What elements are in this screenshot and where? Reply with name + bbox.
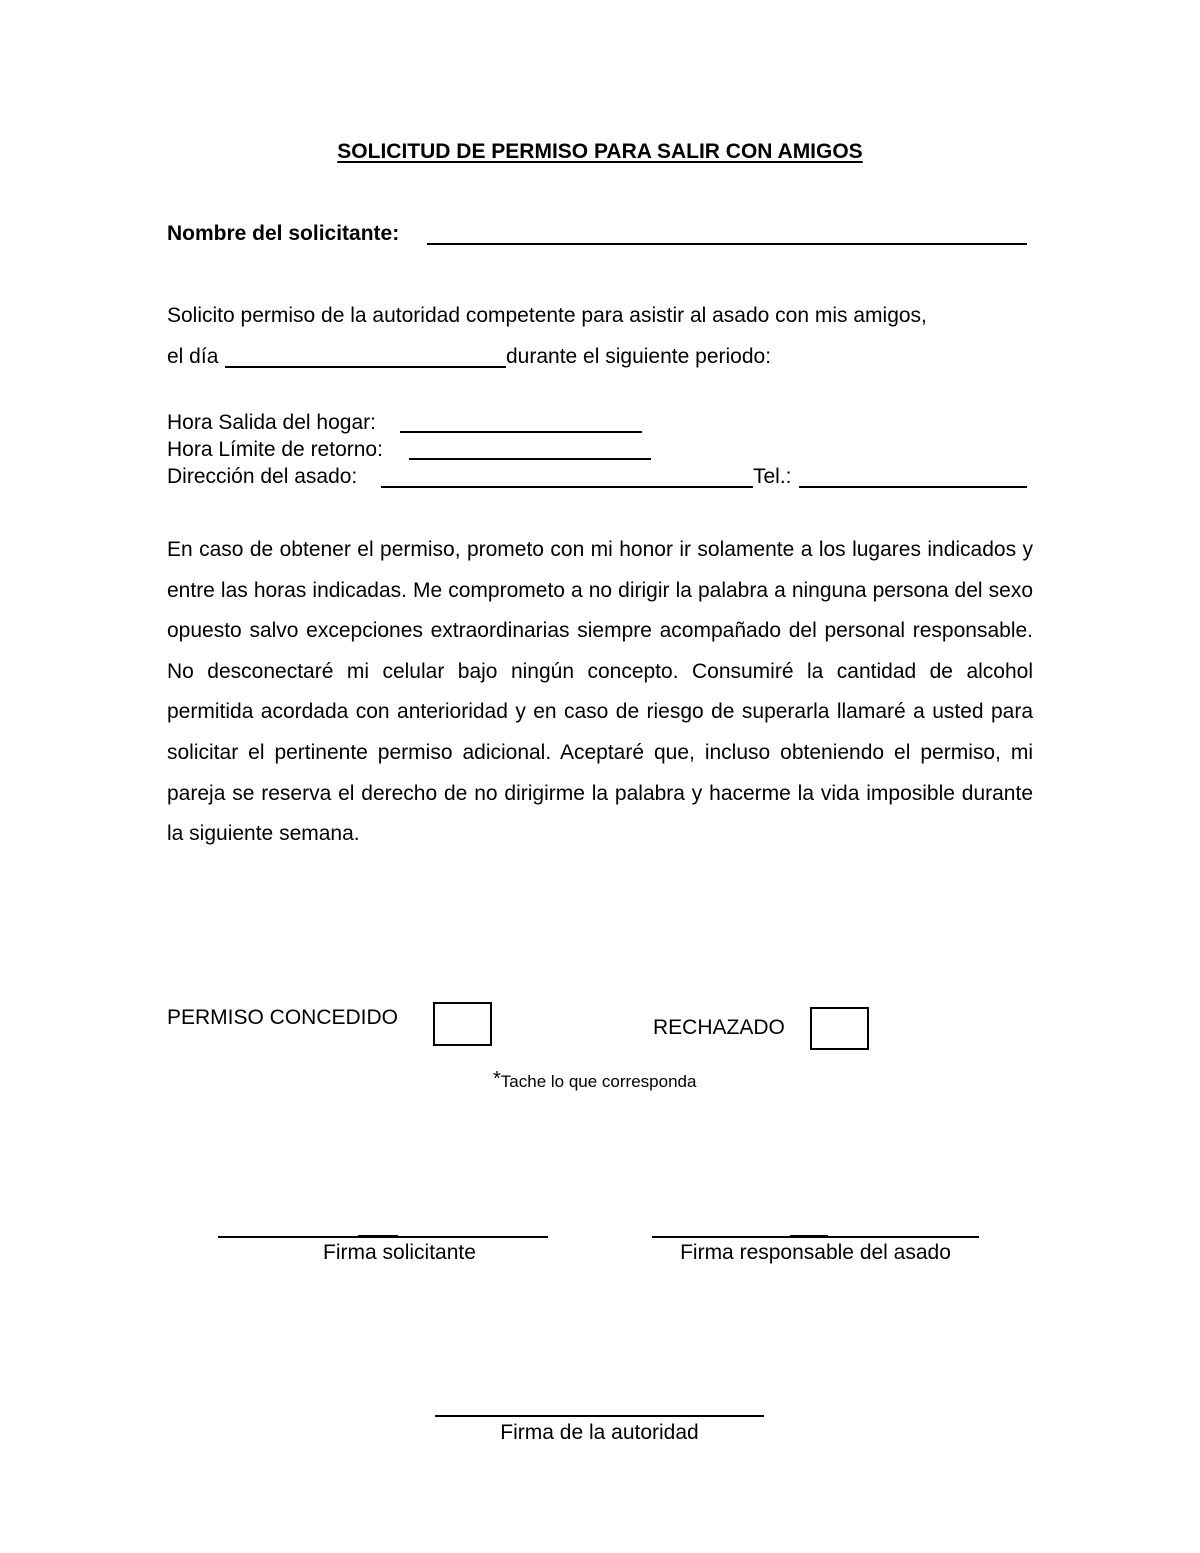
signature-line-mark — [358, 1235, 398, 1238]
permission-rejected-checkbox[interactable] — [810, 1007, 869, 1050]
applicant-name-field[interactable] — [427, 243, 1027, 245]
mark-note — [493, 1068, 696, 1092]
address-field[interactable] — [381, 486, 753, 488]
phone-field[interactable] — [799, 486, 1027, 488]
signature-line-mark — [790, 1235, 828, 1238]
permission-granted-checkbox[interactable] — [433, 1002, 492, 1046]
note-text: Tache lo que corresponda — [500, 1072, 697, 1091]
permission-rejected-label: RECHAZADO — [653, 1016, 785, 1039]
authority-signature-line[interactable] — [435, 1415, 764, 1417]
request-day-prefix: el día — [167, 345, 219, 368]
applicant-name-label: Nombre del solicitante: — [167, 222, 400, 245]
address-label: Dirección del asado: — [167, 465, 358, 488]
host-signature-label: Firma responsable del asado — [680, 1241, 951, 1264]
applicant-signature-label: Firma solicitante — [323, 1241, 476, 1264]
commitment-paragraph: En caso de obtener el permiso, prometo con mi honor ir solamente a los lugares indicados y entre las horas indicadas. Me comprometo a no dirigir la palabra a ninguna persona del sexo opuesto salvo excepciones extraordinarias siempre acompañado del personal responsable. No desconectaré mi celular bajo ningún concepto. Consumiré la cantidad de alcohol permitida acordada con anterioridad y en caso de riesgo de superarla llamaré a usted para solicitar el pertinente permiso adicional. Aceptaré que, incluso obteniendo el permiso, mi pareja se reserva el derecho de no dirigirme la palabra y hacerme la vida imposible durante la siguiente semana. — [167, 538, 1033, 846]
document-title: SOLICITUD DE PERMISO PARA SALIR CON AMIGOS — [337, 140, 863, 163]
request-line-1: Solicito permiso de la autoridad competente para asistir al asado con mis amigos, — [167, 304, 927, 327]
note-asterisk: * — [493, 1068, 501, 1090]
phone-label: Tel.: — [753, 465, 792, 488]
request-day-suffix: durante el siguiente periodo: — [506, 345, 772, 368]
return-time-label: Hora Límite de retorno: — [167, 438, 383, 461]
authority-signature-label: Firma de la autoridad — [500, 1421, 699, 1444]
permission-granted-label: PERMISO CONCEDIDO — [167, 1006, 399, 1029]
return-time-field[interactable] — [409, 458, 651, 460]
departure-time-label: Hora Salida del hogar: — [167, 411, 376, 434]
request-day-field[interactable] — [225, 366, 506, 368]
departure-time-field[interactable] — [400, 431, 642, 433]
